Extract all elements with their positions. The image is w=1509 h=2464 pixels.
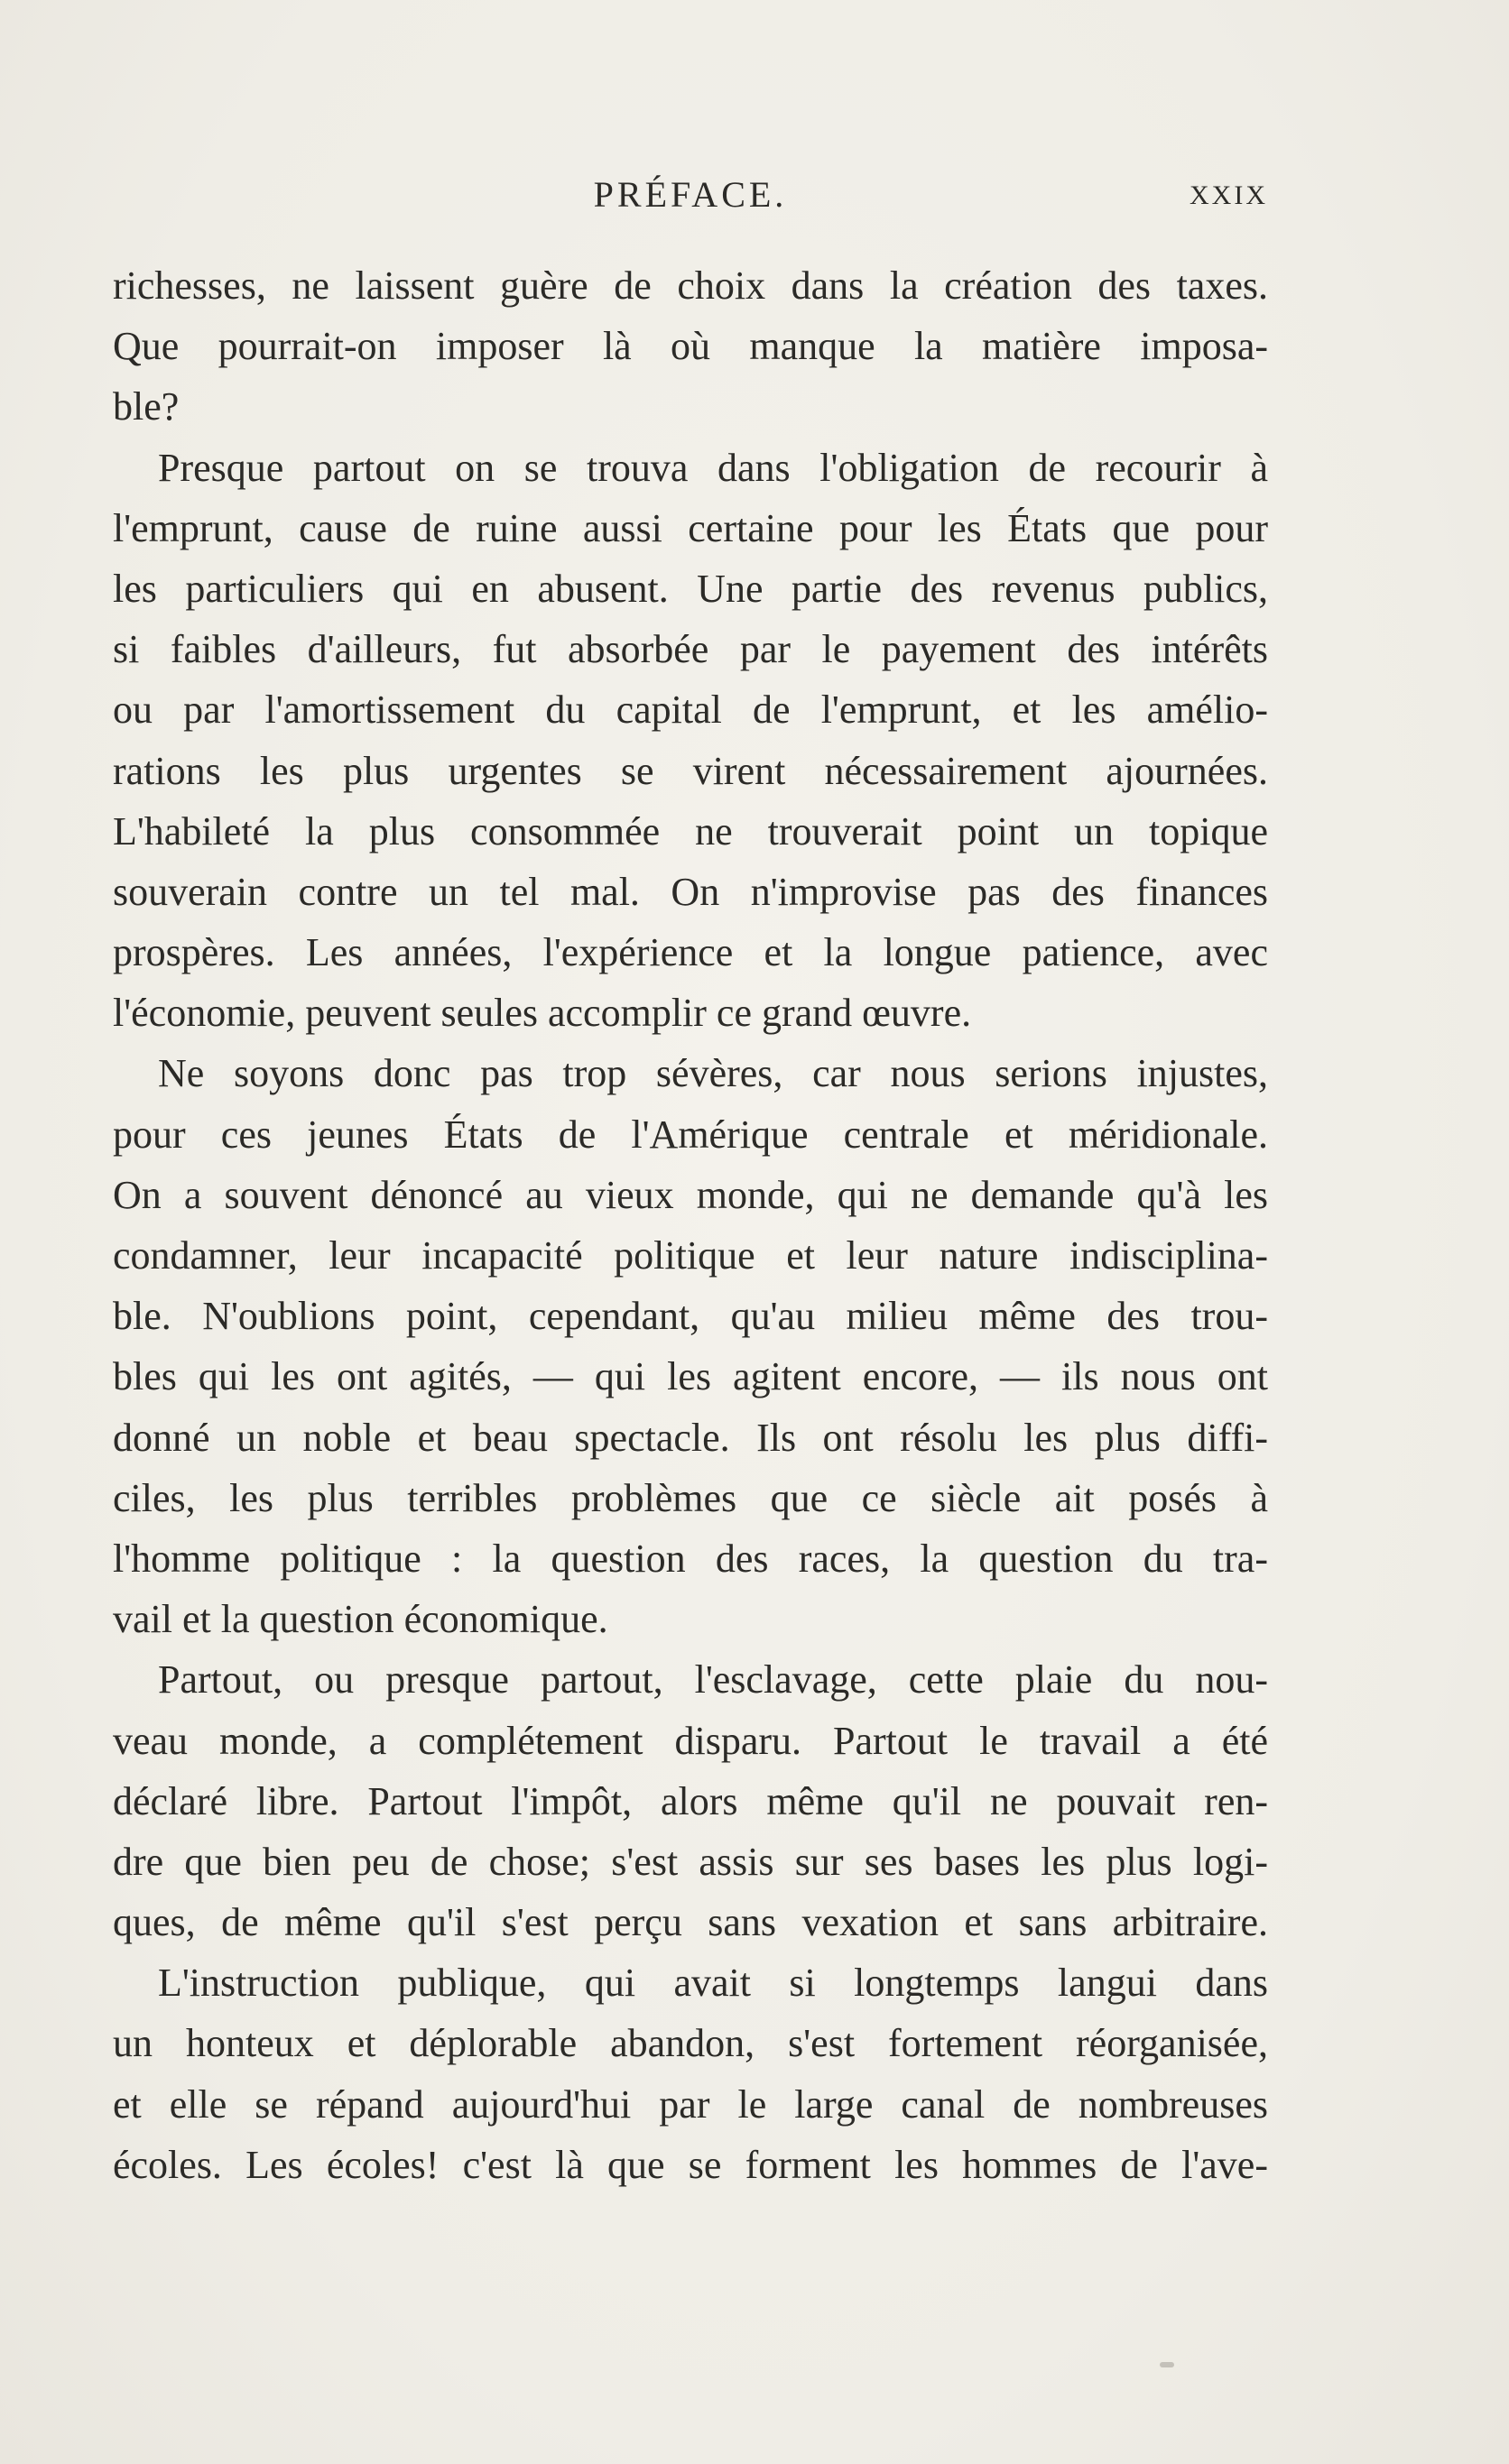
text-line: prospères. Les années, l'expérience et la longue patience, avec	[113, 930, 1268, 975]
text-line: dre que bien peu de chose; s'est assis sur ses bases les plus logi-	[113, 1839, 1268, 1884]
text-line: ques, de même qu'il s'est perçu sans vexation et sans arbitraire.	[113, 1900, 1268, 1945]
text-line: L'instruction publique, qui avait si longtemps langui dans	[158, 1961, 1268, 2006]
text-line: un honteux et déplorable abandon, s'est fortement réorganisée,	[113, 2021, 1268, 2066]
text-line: vail et la question économique.	[113, 1597, 608, 1642]
text-line: l'économie, peuvent seules accomplir ce grand œuvre.	[113, 991, 972, 1036]
text-line: ble?	[113, 384, 180, 429]
text-line: veau monde, a complétement disparu. Partout le travail a été	[113, 1718, 1268, 1763]
paper-speck	[1160, 2362, 1174, 2367]
text-line: On a souvent dénoncé au vieux monde, qui ne demande qu'à les	[113, 1172, 1268, 1217]
page-number: XXIX	[1190, 180, 1268, 210]
text-line: ble. N'oublions point, cependant, qu'au milieu même des trou-	[113, 1294, 1268, 1339]
running-title: PRÉFACE.	[593, 174, 788, 215]
text-line: L'habileté la plus consommée ne trouverait point un topique	[113, 808, 1268, 854]
text-line: richesses, ne laissent guère de choix dans la création des taxes.	[113, 263, 1268, 308]
text-line: souverain contre un tel mal. On n'improvise pas des finances	[113, 869, 1268, 914]
text-line: ou par l'amortissement du capital de l'emprunt, et les amélio-	[113, 688, 1268, 733]
text-line: Partout, ou presque partout, l'esclavage, cette plaie du nou-	[158, 1657, 1268, 1703]
text-line: si faibles d'ailleurs, fut absorbée par le payement des intérêts	[113, 627, 1268, 672]
text-line: ciles, les plus terribles problèmes que ce siècle ait posés à	[113, 1475, 1268, 1520]
text-line: pour ces jeunes États de l'Amérique centrale et méridionale.	[113, 1112, 1268, 1157]
text-line: écoles. Les écoles! c'est là que se forment les hommes de l'ave-	[113, 2142, 1268, 2187]
text-line: bles qui les ont agités, — qui les agitent encore, — ils nous ont	[113, 1354, 1268, 1399]
text-line: l'emprunt, cause de ruine aussi certaine pour les États que pour	[113, 505, 1268, 550]
text-line: les particuliers qui en abusent. Une partie des revenus publics,	[113, 566, 1268, 611]
text-line: rations les plus urgentes se virent nécessairement ajournées.	[113, 748, 1268, 793]
text-line: et elle se répand aujourd'hui par le large canal de nombreuses	[113, 2081, 1268, 2127]
text-line: donné un noble et beau spectacle. Ils ont résolu les plus diffi-	[113, 1415, 1268, 1460]
text-line: Presque partout on se trouva dans l'obligation de recourir à	[158, 445, 1268, 490]
running-head	[113, 173, 1268, 227]
text-line: l'homme politique : la question des races, la question du tra-	[113, 1536, 1268, 1581]
body-text	[113, 255, 1268, 2195]
text-line: déclaré libre. Partout l'impôt, alors même qu'il ne pouvait ren-	[113, 1778, 1268, 1823]
text-line: condamner, leur incapacité politique et leur nature indisciplina-	[113, 1233, 1268, 1278]
text-line: Ne soyons donc pas trop sévères, car nous serions injustes,	[158, 1051, 1268, 1096]
text-line: Que pourrait-on imposer là où manque la matière imposa-	[113, 324, 1268, 369]
